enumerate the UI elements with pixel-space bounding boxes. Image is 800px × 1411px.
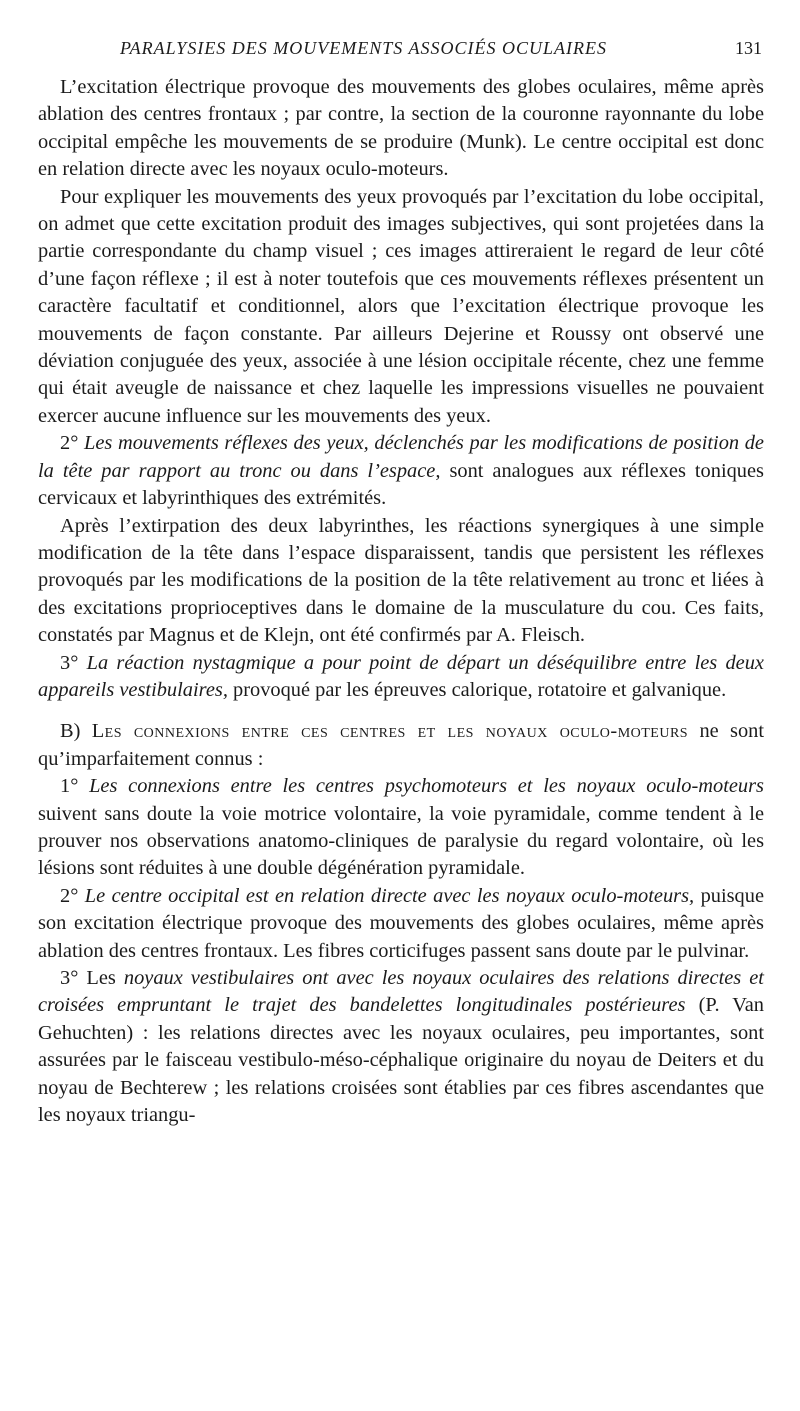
item-heading: Le centre occipital est en relation directe avec les noyaux oculo-moteurs, xyxy=(84,884,695,907)
item-text: puisque son excitation électrique provoque des mouvements des globes oculaires, même après ablation des centres frontaux. Les fibres corticifuges passent sans doute par le pulvinar. xyxy=(38,884,764,962)
page-header xyxy=(38,38,764,68)
item-number: 2° xyxy=(60,884,79,907)
section-title: Les connexions entre ces centres et les noyaux oculo-moteurs xyxy=(91,720,689,743)
item-number: 3° xyxy=(60,967,79,989)
item-text: suivent sans doute la voie motrice volontaire, la voie pyramidale, comme tendent à le prouver nos observations anatomo-cliniques de paralysie du regard volontaire, où les lésions sont réduites à une double dégénération pyramidale. xyxy=(38,802,764,880)
paragraph-4: Après l’extirpation des deux labyrinthes, les réactions synergiques à une simple modification de la tête dans l’espace disparaissent, tandis que persistent les réflexes provoqués par les modifications de la position de la tête relativement au tronc et liées à des excitations proprioceptives dans le domaine de la musculature du cou. Ces faits, constatés par Magnus et de Klejn, ont été confirmés par A. Fleisch. xyxy=(38,514,764,647)
item-text: provoqué par les épreuves calorique, rotatoire et galvanique. xyxy=(233,678,727,701)
section-label: B) xyxy=(60,720,81,743)
paragraph-7 xyxy=(38,773,764,883)
page-number: 131 xyxy=(735,38,762,58)
body-text xyxy=(38,74,764,1129)
item-number: 2° xyxy=(60,432,79,455)
item-heading: Les mouvements réflexes des yeux, déclenchés par les modifications de position de la tête par rapport au tronc ou dans l’espace, xyxy=(38,432,764,482)
running-title: PARALYSIES DES MOUVEMENTS ASSOCIÉS OCULAIRES xyxy=(120,38,607,58)
item-number: 3° xyxy=(60,651,79,674)
item-text: (P. Van Gehuchten) : les relations directes avec les noyaux oculaires, peu importantes, sont assurées par le faisceau vestibulo-méso-céphalique originaire du noyau de Deiters et du noyau de Bechterew ; les relations croisées sont établies par ces fibres ascendantes que les noyaux triangu- xyxy=(38,994,764,1127)
item-heading: La réaction nystagmique a pour point de départ un déséquilibre entre les deux appareils vestibulaires, xyxy=(38,651,764,701)
item-heading: noyaux vestibulaires ont avec les noyaux oculaires des relations directes et croisées empruntant le trajet des bandelettes longitudinales postérieures xyxy=(38,967,764,1017)
item-heading: Les connexions entre les centres psychomoteurs et les noyaux oculo-moteurs xyxy=(89,775,764,798)
item-text: sont analogues aux réflexes toniques cervicaux et labyrinthiques des extrémités. xyxy=(38,459,764,510)
paragraph-9 xyxy=(38,965,764,1129)
paragraph-3 xyxy=(38,430,764,512)
paragraph-2: Pour expliquer les mouvements des yeux provoqués par l’excitation du lobe occipital, on admet que cette excitation produit des images subjectives, qui sont projetées dans la partie correspondante du champ visuel ; ces images attireraient le regard de leur côté d’une façon réflexe ; il est à noter toutefois que ces mouvements réflexes présentent un caractère facultatif et conditionnel, alors que l’excitation électrique provoque les mouvements de façon constante. Par ailleurs Dejerine et Roussy ont observé une déviation conjuguée des yeux, associée à une lésion occipitale récente, chez une femme qui était aveugle de naissance et chez laquelle les impressions visuelles ne pouvaient exercer aucune influence sur les mouvements des yeux. xyxy=(38,185,764,427)
section-text: ne sont qu’imparfaitement connus : xyxy=(38,720,764,770)
paragraph-5 xyxy=(38,650,764,705)
item-number: 1° xyxy=(60,775,79,798)
paragraph-1: L’excitation électrique provoque des mouvements des globes oculaires, même après ablation des centres frontaux ; par contre, la section de la couronne rayonnante du lobe occipital empêche les mouvements de se produire (Munk). Le centre occipital est donc en relation directe avec les noyaux oculo-moteurs. xyxy=(38,76,764,181)
section-b-heading xyxy=(38,718,764,773)
item-lead: Les xyxy=(86,967,116,989)
paragraph-8 xyxy=(38,883,764,965)
